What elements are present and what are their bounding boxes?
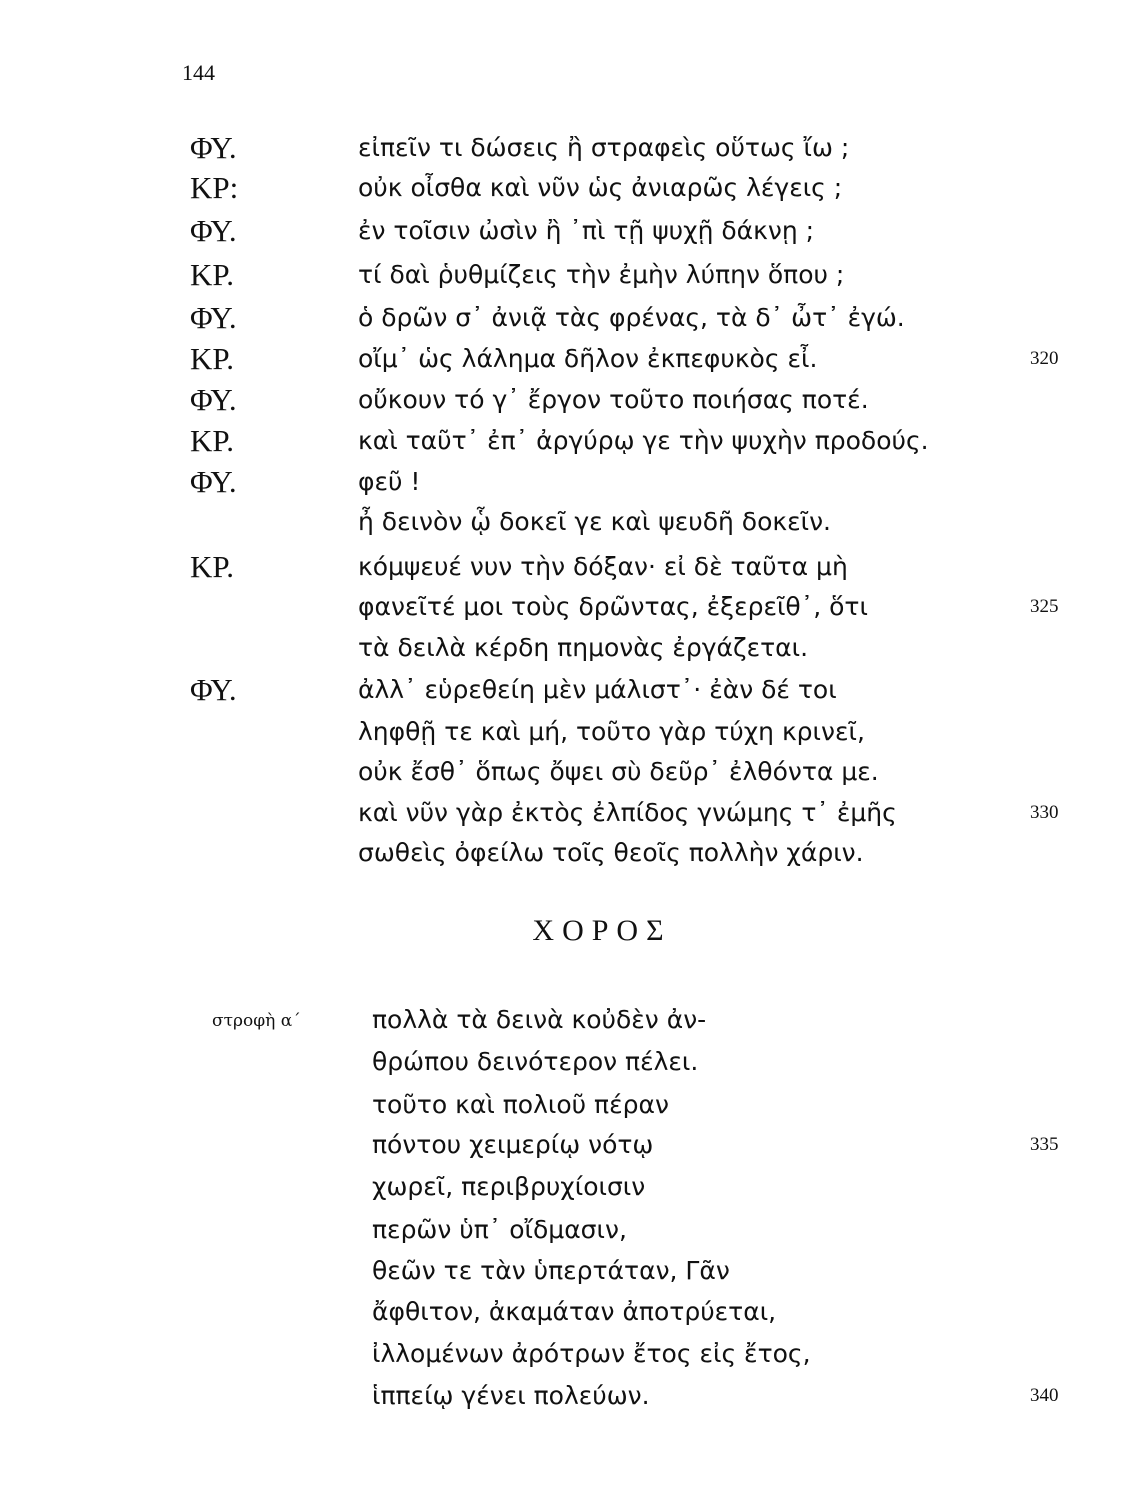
speaker-label: ΦΥ.: [190, 130, 237, 165]
chorus-text: ἱππείῳ γένει πολεύων.: [372, 1381, 650, 1410]
verse-line: [0, 502, 1144, 542]
verse-line: [0, 168, 1144, 208]
verse-text: ἦ δεινὸν ᾧ δοκεῖ γε καὶ ψευδῆ δοκεῖν.: [358, 507, 831, 536]
verse-line: [0, 587, 1144, 627]
line-number: 320: [1030, 348, 1059, 369]
verse-line: [0, 752, 1144, 792]
page-number: 144: [182, 60, 215, 85]
verse-text: τὰ δειλὰ κέρδη πημονὰς ἐργάζεται.: [358, 633, 809, 662]
speaker-label: ΦΥ.: [190, 382, 237, 417]
chorus-text: χωρεῖ, περιβρυχίοισιν: [372, 1172, 646, 1201]
chorus-line: [0, 1292, 1144, 1332]
verse-line: [0, 793, 1144, 833]
verse-line: [0, 421, 1144, 461]
speaker-label: ΚΡ.: [190, 549, 234, 584]
speaker-label: ΦΥ.: [190, 464, 237, 499]
verse-line: [0, 712, 1144, 752]
verse-text: οἴμ᾽ ὡς λάλημα δῆλον ἐκπεφυκὸς εἶ.: [358, 344, 818, 373]
chorus-line: [0, 1210, 1144, 1250]
chorus-text: πόντου χειμερίῳ νότῳ: [372, 1130, 654, 1159]
line-number: 335: [1030, 1134, 1059, 1155]
speaker-label: ΦΥ.: [190, 672, 237, 707]
verse-line: [0, 628, 1144, 668]
verse-text: εἰπεῖν τι δώσεις ἢ στραφεὶς οὕτως ἴω ;: [358, 133, 850, 162]
line-number: 340: [1030, 1385, 1059, 1406]
verse-text: ληφθῇ τε καὶ μή, τοῦτο γὰρ τύχη κρινεῖ,: [358, 717, 865, 746]
chorus-heading: ΧΟΡΟΣ: [532, 914, 672, 947]
chorus-line: [0, 1000, 1144, 1040]
speaker-label: ΚΡ.: [190, 341, 234, 376]
chorus-text: τοῦτο καὶ πολιοῦ πέραν: [372, 1090, 669, 1119]
verse-line: [0, 547, 1144, 587]
chorus-text: ἰλλομένων ἀρότρων ἔτος εἰς ἔτος,: [372, 1339, 811, 1368]
verse-line: [0, 462, 1144, 502]
chorus-line: [0, 1125, 1144, 1165]
verse-text: κόμψευέ νυν τὴν δόξαν· εἰ δὲ ταῦτα μὴ: [358, 552, 848, 581]
verse-line: [0, 833, 1144, 873]
line-number: 330: [1030, 802, 1059, 823]
verse-line: [0, 670, 1144, 710]
verse-text: φανεῖτέ μοι τοὺς δρῶντας, ἐξερεῖθ᾽, ὅτι: [358, 592, 868, 621]
verse-line: [0, 298, 1144, 338]
speaker-label: ΦΥ.: [190, 300, 237, 335]
verse-text: φεῦ !: [358, 467, 421, 496]
speaker-label: ΚΡ.: [190, 257, 234, 292]
verse-text: ἐν τοῖσιν ὠσὶν ἢ ᾽πὶ τῇ ψυχῇ δάκνῃ ;: [358, 216, 815, 245]
verse-text: ἀλλ᾽ εὑρεθείη μὲν μάλιστ᾽· ἐὰν δέ τοι: [358, 675, 837, 704]
verse-text: οὐκ οἶσθα καὶ νῦν ὡς ἀνιαρῶς λέγεις ;: [358, 173, 843, 202]
speaker-label: ΦΥ.: [190, 213, 237, 248]
speaker-label: ΚΡ:: [190, 170, 239, 205]
chorus-line: [0, 1334, 1144, 1374]
chorus-text: πολλὰ τὰ δεινὰ κοὐδὲν ἀν-: [372, 1005, 707, 1034]
chorus-text: περῶν ὑπ᾽ οἴδμασιν,: [372, 1215, 627, 1244]
verse-text: τί δαὶ ῥυθμίζεις τὴν ἐμὴν λύπην ὅπου ;: [358, 260, 845, 289]
verse-text: σωθεὶς ὀφείλω τοῖς θεοῖς πολλὴν χάριν.: [358, 838, 864, 867]
verse-text: καὶ ταῦτ᾽ ἐπ᾽ ἀργύρῳ γε τὴν ψυχὴν προδούς.: [358, 426, 929, 455]
verse-line: [0, 380, 1144, 420]
chorus-line: [0, 1167, 1144, 1207]
verse-text: οὔκουν τό γ᾽ ἔργον τοῦτο ποιήσας ποτέ.: [358, 385, 869, 414]
verse-text: καὶ νῦν γὰρ ἐκτὸς ἐλπίδος γνώμης τ᾽ ἐμῆς: [358, 798, 897, 827]
verse-line: [0, 255, 1144, 295]
verse-text: ὁ δρῶν σ᾽ ἀνιᾷ τὰς φρένας, τὰ δ᾽ ὦτ᾽ ἐγώ.: [358, 303, 905, 332]
chorus-text: θρώπου δεινότερον πέλει.: [372, 1047, 699, 1076]
verse-line: [0, 128, 1144, 168]
verse-line: [0, 339, 1144, 379]
chorus-text: θεῶν τε τὰν ὑπερτάταν, Γᾶν: [372, 1256, 730, 1285]
strophe-label: στροφὴ α΄: [212, 1011, 301, 1031]
line-number: 325: [1030, 596, 1059, 617]
chorus-line: [0, 1042, 1144, 1082]
chorus-line: [0, 1376, 1144, 1416]
speaker-label: ΚΡ.: [190, 423, 234, 458]
verse-line: [0, 211, 1144, 251]
chorus-line: [0, 1251, 1144, 1291]
verse-text: οὐκ ἔσθ᾽ ὅπως ὄψει σὺ δεῦρ᾽ ἐλθόντα με.: [358, 757, 879, 786]
chorus-line: [0, 1085, 1144, 1125]
chorus-text: ἄφθιτον, ἀκαμάταν ἀποτρύεται,: [372, 1297, 777, 1326]
